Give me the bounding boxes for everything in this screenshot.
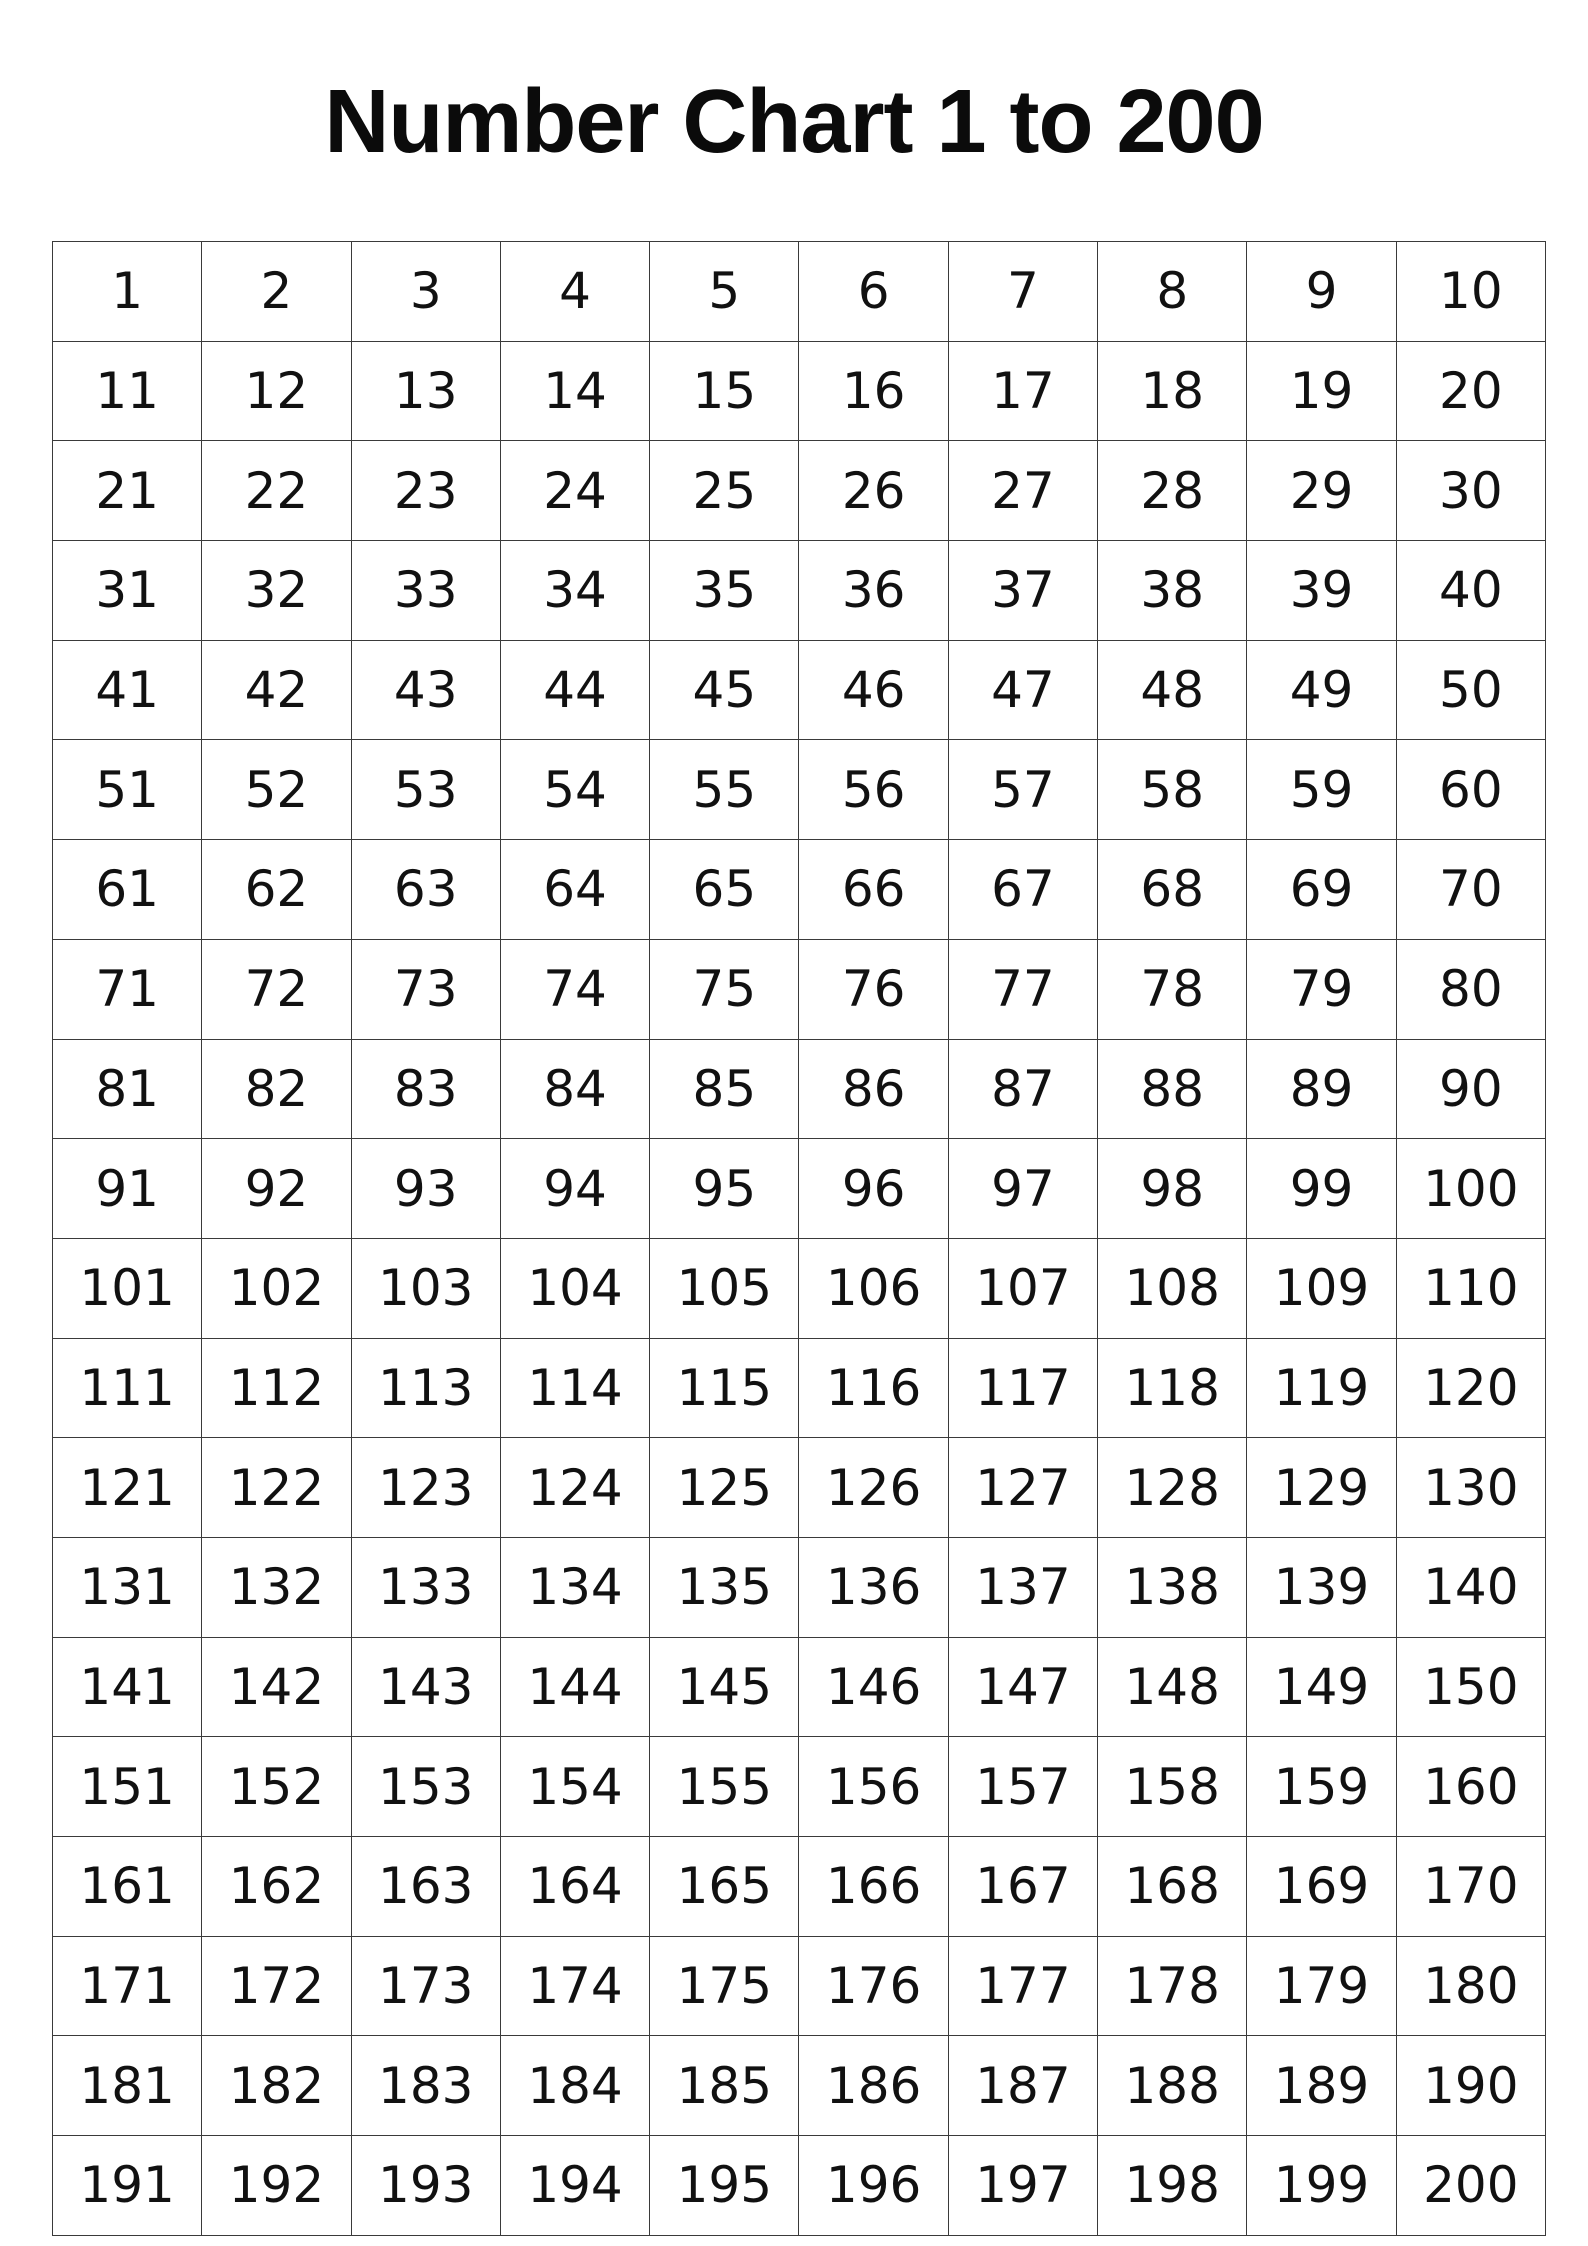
grid-row <box>53 1537 1546 1637</box>
number-cell: 132 <box>202 1537 351 1637</box>
number-cell: 126 <box>799 1438 948 1538</box>
number-cell: 92 <box>202 1139 351 1239</box>
number-cell: 189 <box>1247 2036 1396 2136</box>
number-cell: 185 <box>650 2036 799 2136</box>
number-cell: 69 <box>1247 840 1396 940</box>
number-cell: 169 <box>1247 1837 1396 1937</box>
number-cell: 26 <box>799 441 948 541</box>
number-cell: 86 <box>799 1039 948 1139</box>
number-cell: 197 <box>948 2136 1097 2236</box>
number-cell: 45 <box>650 640 799 740</box>
number-cell: 54 <box>500 740 649 840</box>
number-cell: 79 <box>1247 939 1396 1039</box>
grid-row <box>53 1139 1546 1239</box>
number-cell: 31 <box>53 541 202 641</box>
number-cell: 122 <box>202 1438 351 1538</box>
number-cell: 3 <box>351 242 500 342</box>
number-cell: 139 <box>1247 1537 1396 1637</box>
number-cell: 190 <box>1396 2036 1545 2136</box>
number-cell: 66 <box>799 840 948 940</box>
number-cell: 14 <box>500 341 649 441</box>
number-cell: 62 <box>202 840 351 940</box>
number-cell: 168 <box>1098 1837 1247 1937</box>
number-cell: 63 <box>351 840 500 940</box>
number-cell: 42 <box>202 640 351 740</box>
number-cell: 154 <box>500 1737 649 1837</box>
number-cell: 67 <box>948 840 1097 940</box>
number-cell: 196 <box>799 2136 948 2236</box>
grid-row <box>53 1238 1546 1338</box>
number-cell: 33 <box>351 541 500 641</box>
number-cell: 73 <box>351 939 500 1039</box>
number-cell: 7 <box>948 242 1097 342</box>
number-cell: 48 <box>1098 640 1247 740</box>
number-cell: 27 <box>948 441 1097 541</box>
number-cell: 150 <box>1396 1637 1545 1737</box>
number-cell: 20 <box>1396 341 1545 441</box>
number-cell: 104 <box>500 1238 649 1338</box>
number-cell: 57 <box>948 740 1097 840</box>
number-cell: 91 <box>53 1139 202 1239</box>
number-cell: 94 <box>500 1139 649 1239</box>
number-cell: 16 <box>799 341 948 441</box>
number-cell: 163 <box>351 1837 500 1937</box>
number-cell: 162 <box>202 1837 351 1937</box>
number-cell: 19 <box>1247 341 1396 441</box>
number-cell: 146 <box>799 1637 948 1737</box>
number-grid <box>52 241 1546 2236</box>
number-cell: 53 <box>351 740 500 840</box>
page-title: Number Chart 1 to 200 <box>324 72 1264 172</box>
number-cell: 125 <box>650 1438 799 1538</box>
number-cell: 179 <box>1247 1936 1396 2036</box>
number-cell: 15 <box>650 341 799 441</box>
number-cell: 138 <box>1098 1537 1247 1637</box>
number-cell: 176 <box>799 1936 948 2036</box>
number-cell: 74 <box>500 939 649 1039</box>
number-cell: 102 <box>202 1238 351 1338</box>
grid-row <box>53 2136 1546 2236</box>
number-cell: 18 <box>1098 341 1247 441</box>
number-cell: 191 <box>53 2136 202 2236</box>
number-cell: 97 <box>948 1139 1097 1239</box>
number-cell: 167 <box>948 1837 1097 1937</box>
number-cell: 81 <box>53 1039 202 1139</box>
number-cell: 145 <box>650 1637 799 1737</box>
number-cell: 156 <box>799 1737 948 1837</box>
number-cell: 5 <box>650 242 799 342</box>
grid-row <box>53 1338 1546 1438</box>
number-cell: 30 <box>1396 441 1545 541</box>
number-cell: 25 <box>650 441 799 541</box>
number-cell: 107 <box>948 1238 1097 1338</box>
number-cell: 153 <box>351 1737 500 1837</box>
number-cell: 47 <box>948 640 1097 740</box>
number-cell: 39 <box>1247 541 1396 641</box>
grid-row <box>53 740 1546 840</box>
number-cell: 131 <box>53 1537 202 1637</box>
number-cell: 56 <box>799 740 948 840</box>
grid-row <box>53 2036 1546 2136</box>
number-cell: 161 <box>53 1837 202 1937</box>
number-cell: 88 <box>1098 1039 1247 1139</box>
number-cell: 117 <box>948 1338 1097 1438</box>
number-cell: 21 <box>53 441 202 541</box>
number-cell: 160 <box>1396 1737 1545 1837</box>
number-cell: 23 <box>351 441 500 541</box>
number-cell: 41 <box>53 640 202 740</box>
number-cell: 118 <box>1098 1338 1247 1438</box>
number-cell: 36 <box>799 541 948 641</box>
number-cell: 80 <box>1396 939 1545 1039</box>
number-cell: 10 <box>1396 242 1545 342</box>
number-cell: 151 <box>53 1737 202 1837</box>
grid-row <box>53 1438 1546 1538</box>
number-cell: 100 <box>1396 1139 1545 1239</box>
number-cell: 70 <box>1396 840 1545 940</box>
number-cell: 38 <box>1098 541 1247 641</box>
number-cell: 187 <box>948 2036 1097 2136</box>
number-cell: 143 <box>351 1637 500 1737</box>
number-cell: 28 <box>1098 441 1247 541</box>
grid-row <box>53 441 1546 541</box>
number-cell: 178 <box>1098 1936 1247 2036</box>
number-cell: 60 <box>1396 740 1545 840</box>
number-grid-container <box>52 241 1546 2215</box>
number-cell: 55 <box>650 740 799 840</box>
number-cell: 87 <box>948 1039 1097 1139</box>
number-cell: 40 <box>1396 541 1545 641</box>
number-cell: 11 <box>53 341 202 441</box>
number-cell: 24 <box>500 441 649 541</box>
number-cell: 129 <box>1247 1438 1396 1538</box>
number-cell: 133 <box>351 1537 500 1637</box>
number-cell: 159 <box>1247 1737 1396 1837</box>
number-cell: 194 <box>500 2136 649 2236</box>
number-cell: 83 <box>351 1039 500 1139</box>
number-cell: 186 <box>799 2036 948 2136</box>
number-cell: 184 <box>500 2036 649 2136</box>
grid-row <box>53 1737 1546 1837</box>
grid-row <box>53 242 1546 342</box>
number-cell: 174 <box>500 1936 649 2036</box>
number-cell: 8 <box>1098 242 1247 342</box>
number-cell: 51 <box>53 740 202 840</box>
grid-row <box>53 1039 1546 1139</box>
number-cell: 158 <box>1098 1737 1247 1837</box>
number-cell: 64 <box>500 840 649 940</box>
number-cell: 52 <box>202 740 351 840</box>
number-cell: 177 <box>948 1936 1097 2036</box>
number-cell: 99 <box>1247 1139 1396 1239</box>
number-cell: 22 <box>202 441 351 541</box>
number-cell: 165 <box>650 1837 799 1937</box>
number-cell: 1 <box>53 242 202 342</box>
number-cell: 103 <box>351 1238 500 1338</box>
number-cell: 76 <box>799 939 948 1039</box>
number-cell: 175 <box>650 1936 799 2036</box>
number-cell: 181 <box>53 2036 202 2136</box>
number-cell: 192 <box>202 2136 351 2236</box>
number-cell: 166 <box>799 1837 948 1937</box>
number-cell: 111 <box>53 1338 202 1438</box>
number-cell: 35 <box>650 541 799 641</box>
grid-row <box>53 640 1546 740</box>
number-cell: 123 <box>351 1438 500 1538</box>
grid-row <box>53 541 1546 641</box>
number-cell: 90 <box>1396 1039 1545 1139</box>
number-cell: 148 <box>1098 1637 1247 1737</box>
number-cell: 180 <box>1396 1936 1545 2036</box>
number-cell: 115 <box>650 1338 799 1438</box>
grid-row <box>53 341 1546 441</box>
number-cell: 75 <box>650 939 799 1039</box>
number-cell: 89 <box>1247 1039 1396 1139</box>
number-cell: 4 <box>500 242 649 342</box>
number-cell: 37 <box>948 541 1097 641</box>
number-cell: 96 <box>799 1139 948 1239</box>
number-cell: 77 <box>948 939 1097 1039</box>
number-cell: 72 <box>202 939 351 1039</box>
number-cell: 34 <box>500 541 649 641</box>
number-cell: 106 <box>799 1238 948 1338</box>
number-cell: 142 <box>202 1637 351 1737</box>
number-cell: 85 <box>650 1039 799 1139</box>
number-cell: 59 <box>1247 740 1396 840</box>
number-cell: 116 <box>799 1338 948 1438</box>
number-cell: 109 <box>1247 1238 1396 1338</box>
number-cell: 120 <box>1396 1338 1545 1438</box>
grid-row <box>53 939 1546 1039</box>
number-cell: 157 <box>948 1737 1097 1837</box>
grid-row <box>53 1637 1546 1737</box>
number-cell: 95 <box>650 1139 799 1239</box>
number-cell: 105 <box>650 1238 799 1338</box>
grid-row <box>53 1936 1546 2036</box>
number-cell: 113 <box>351 1338 500 1438</box>
number-cell: 13 <box>351 341 500 441</box>
number-grid-body <box>53 242 1546 2236</box>
number-cell: 17 <box>948 341 1097 441</box>
number-cell: 49 <box>1247 640 1396 740</box>
number-cell: 164 <box>500 1837 649 1937</box>
number-cell: 198 <box>1098 2136 1247 2236</box>
number-cell: 71 <box>53 939 202 1039</box>
number-cell: 68 <box>1098 840 1247 940</box>
number-cell: 65 <box>650 840 799 940</box>
number-cell: 29 <box>1247 441 1396 541</box>
number-cell: 93 <box>351 1139 500 1239</box>
number-cell: 110 <box>1396 1238 1545 1338</box>
number-cell: 147 <box>948 1637 1097 1737</box>
number-cell: 6 <box>799 242 948 342</box>
number-cell: 58 <box>1098 740 1247 840</box>
number-cell: 173 <box>351 1936 500 2036</box>
number-cell: 193 <box>351 2136 500 2236</box>
number-cell: 2 <box>202 242 351 342</box>
number-cell: 9 <box>1247 242 1396 342</box>
number-cell: 98 <box>1098 1139 1247 1239</box>
number-cell: 12 <box>202 341 351 441</box>
number-cell: 43 <box>351 640 500 740</box>
number-cell: 130 <box>1396 1438 1545 1538</box>
number-cell: 101 <box>53 1238 202 1338</box>
number-cell: 172 <box>202 1936 351 2036</box>
number-cell: 50 <box>1396 640 1545 740</box>
number-cell: 44 <box>500 640 649 740</box>
number-cell: 121 <box>53 1438 202 1538</box>
number-cell: 112 <box>202 1338 351 1438</box>
number-cell: 149 <box>1247 1637 1396 1737</box>
number-cell: 170 <box>1396 1837 1545 1937</box>
number-cell: 84 <box>500 1039 649 1139</box>
number-cell: 135 <box>650 1537 799 1637</box>
number-cell: 136 <box>799 1537 948 1637</box>
number-cell: 199 <box>1247 2136 1396 2236</box>
number-cell: 108 <box>1098 1238 1247 1338</box>
number-cell: 171 <box>53 1936 202 2036</box>
number-cell: 141 <box>53 1637 202 1737</box>
number-cell: 61 <box>53 840 202 940</box>
number-cell: 183 <box>351 2036 500 2136</box>
number-cell: 137 <box>948 1537 1097 1637</box>
grid-row <box>53 840 1546 940</box>
number-cell: 200 <box>1396 2136 1545 2236</box>
number-cell: 188 <box>1098 2036 1247 2136</box>
number-cell: 152 <box>202 1737 351 1837</box>
number-cell: 144 <box>500 1637 649 1737</box>
grid-row <box>53 1837 1546 1937</box>
number-cell: 124 <box>500 1438 649 1538</box>
number-cell: 32 <box>202 541 351 641</box>
number-cell: 119 <box>1247 1338 1396 1438</box>
number-cell: 82 <box>202 1039 351 1139</box>
number-cell: 78 <box>1098 939 1247 1039</box>
number-cell: 127 <box>948 1438 1097 1538</box>
number-cell: 182 <box>202 2036 351 2136</box>
number-cell: 195 <box>650 2136 799 2236</box>
number-cell: 134 <box>500 1537 649 1637</box>
number-cell: 140 <box>1396 1537 1545 1637</box>
number-cell: 155 <box>650 1737 799 1837</box>
number-cell: 46 <box>799 640 948 740</box>
number-cell: 114 <box>500 1338 649 1438</box>
number-cell: 128 <box>1098 1438 1247 1538</box>
